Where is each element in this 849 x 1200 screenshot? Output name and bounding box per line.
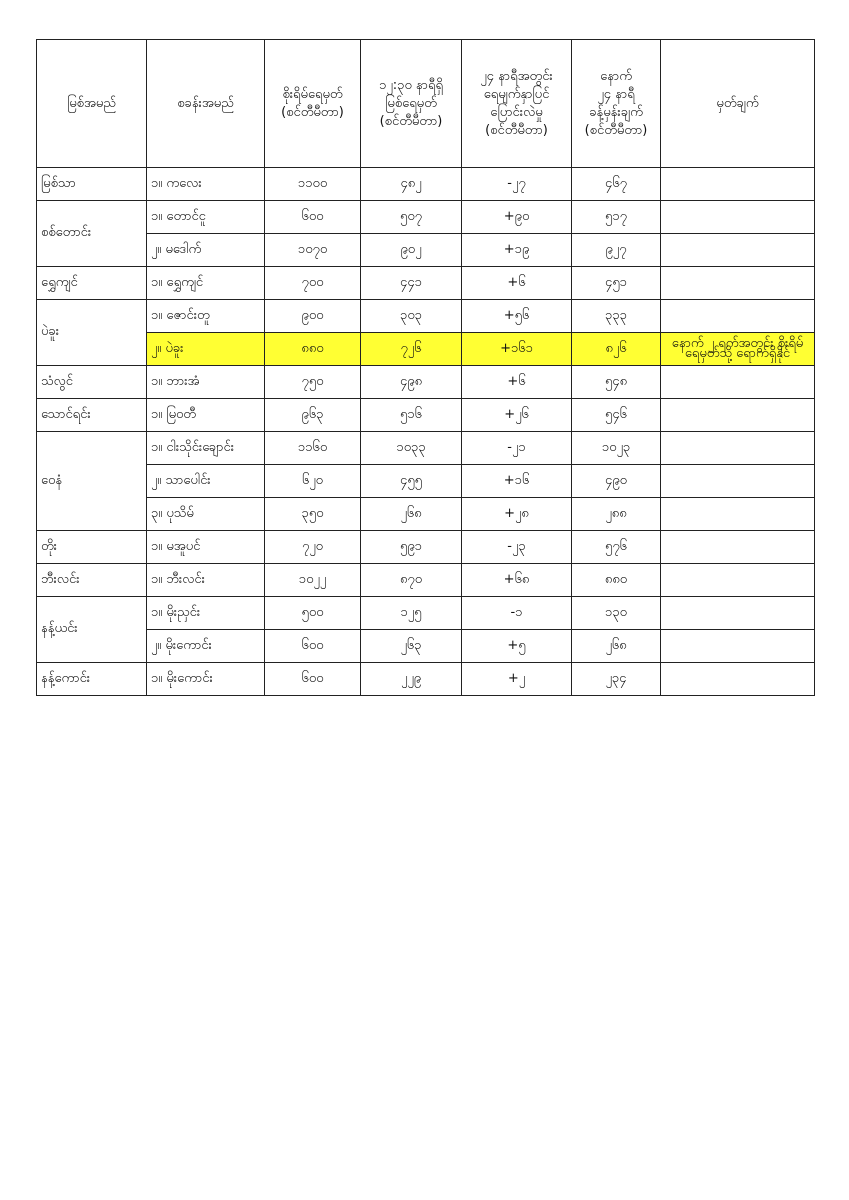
remark-cell (661, 663, 815, 696)
station-name-cell: ၁။ မိုးကောင်း (147, 663, 265, 696)
remark-cell (661, 498, 815, 531)
danger-level-cell: ၁၀၂၂ (265, 564, 361, 597)
change-cell: +၁၆ (462, 465, 572, 498)
danger-level-cell: ၉၆၃ (265, 399, 361, 432)
table-row (37, 564, 815, 597)
current-level-cell: ၃၀၃ (361, 300, 462, 333)
river-name-cell: မြစ်သာ (37, 168, 147, 201)
remark-cell (661, 564, 815, 597)
current-level-cell: ၉၀၂ (361, 234, 462, 267)
change-cell: +၁၉ (462, 234, 572, 267)
danger-level-cell: ၆၀၀ (265, 663, 361, 696)
danger-level-cell: ၆၀၀ (265, 201, 361, 234)
river-name-cell: ဘီးလင်း (37, 564, 147, 597)
remark-cell (661, 300, 815, 333)
table-row (37, 498, 815, 531)
station-name-cell: ၂။ သာပေါင်း (147, 465, 265, 498)
station-name-cell: ၁။ မိုးညှင်း (147, 597, 265, 630)
remark-cell (661, 234, 815, 267)
river-name-cell: နန့်ကောင်း (37, 663, 147, 696)
header-current-level: ၁၂:၃၀ နာရီရှိ မြစ်ရေမှတ် (စင်တီမီတာ) (361, 40, 462, 168)
header-24h-forecast: နောက် ၂၄ နာရီ ခန့်မှန်းချက် (စင်တီမီတာ) (572, 40, 661, 168)
remark-cell (661, 201, 815, 234)
remark-cell (661, 366, 815, 399)
danger-level-cell: ၅၀၀ (265, 597, 361, 630)
danger-level-cell: ၈၈၀ (265, 333, 361, 366)
current-level-cell: ၄၅၅ (361, 465, 462, 498)
forecast-cell: ၅၄၈ (572, 366, 661, 399)
danger-level-cell: ၇၂၀ (265, 531, 361, 564)
station-name-cell: ၁။ ကလေး (147, 168, 265, 201)
remark-cell (661, 168, 815, 201)
current-level-cell: ၅၀၇ (361, 201, 462, 234)
current-level-cell: ၂၂၉ (361, 663, 462, 696)
forecast-cell: ၁၀၂၃ (572, 432, 661, 465)
station-name-cell: ၁။ ဘီးလင်း (147, 564, 265, 597)
table-row (37, 333, 815, 366)
forecast-cell: ၅၁၇ (572, 201, 661, 234)
station-name-cell: ၁။ မြဝတီ (147, 399, 265, 432)
change-cell: +၂၈ (462, 498, 572, 531)
danger-level-cell: ၆၀၀ (265, 630, 361, 663)
table-row (37, 531, 815, 564)
forecast-cell: ၅၄၆ (572, 399, 661, 432)
danger-level-cell: ၇၅၀ (265, 366, 361, 399)
station-name-cell: ၁။ မအူပင် (147, 531, 265, 564)
table-row (37, 234, 815, 267)
change-cell: +၅ (462, 630, 572, 663)
remark-cell (661, 267, 815, 300)
station-name-cell: ၂။ မဒေါက် (147, 234, 265, 267)
change-cell: -၂၃ (462, 531, 572, 564)
current-level-cell: ၄၉၈ (361, 366, 462, 399)
table-row (37, 432, 815, 465)
danger-level-cell: ၁၁၀၀ (265, 168, 361, 201)
remark-cell (661, 597, 815, 630)
remark-cell (661, 432, 815, 465)
station-name-cell: ၁။ ဇောင်းတူ (147, 300, 265, 333)
forecast-cell: ၉၂၇ (572, 234, 661, 267)
header-remark: မှတ်ချက် (661, 40, 815, 168)
station-name-cell: ၁။ ဘားအံ (147, 366, 265, 399)
current-level-cell: ၅၉၁ (361, 531, 462, 564)
forecast-cell: ၅၇၆ (572, 531, 661, 564)
forecast-cell: ၄၉၀ (572, 465, 661, 498)
forecast-cell: ၈၈၀ (572, 564, 661, 597)
current-level-cell: ၄၄၁ (361, 267, 462, 300)
table-row (37, 267, 815, 300)
change-cell: +၉၀ (462, 201, 572, 234)
river-name-cell: သံလွင် (37, 366, 147, 399)
current-level-cell: ၁၀၃၃ (361, 432, 462, 465)
danger-level-cell: ၁၁၆၀ (265, 432, 361, 465)
danger-level-cell: ၃၅၀ (265, 498, 361, 531)
danger-level-cell: ၁၀၇၀ (265, 234, 361, 267)
remark-cell (661, 399, 815, 432)
table-row (37, 168, 815, 201)
table-row (37, 300, 815, 333)
forecast-cell: ၂၃၄ (572, 663, 661, 696)
change-cell: -၂၁ (462, 432, 572, 465)
current-level-cell: ၅၁၆ (361, 399, 462, 432)
table-row (37, 366, 815, 399)
table-row (37, 630, 815, 663)
river-name-cell: ဝေနံ (37, 432, 147, 531)
header-row (37, 40, 815, 168)
river-name-cell: တိုး (37, 531, 147, 564)
danger-level-cell: ၉၀၀ (265, 300, 361, 333)
change-cell: +၆၈ (462, 564, 572, 597)
forecast-cell: ၃၃၃ (572, 300, 661, 333)
current-level-cell: ၂၆၃ (361, 630, 462, 663)
station-name-cell: ၁။ တောင်ငူ (147, 201, 265, 234)
forecast-cell: ၈၂၆ (572, 333, 661, 366)
station-name-cell: ၁။ ငါးသိုင်းချောင်း (147, 432, 265, 465)
danger-level-cell: ၆၂၀ (265, 465, 361, 498)
table-row (37, 465, 815, 498)
change-cell: +၂၆ (462, 399, 572, 432)
river-water-level-table (36, 39, 815, 696)
table-row (37, 201, 815, 234)
change-cell: -၁ (462, 597, 572, 630)
change-cell: +၆ (462, 267, 572, 300)
forecast-cell: ၄၅၁ (572, 267, 661, 300)
remark-cell (661, 531, 815, 564)
river-name-cell: သောင်ရင်း (37, 399, 147, 432)
change-cell: +၁၆၁ (462, 333, 572, 366)
current-level-cell: ၁၂၅ (361, 597, 462, 630)
forecast-cell: ၂၆၈ (572, 630, 661, 663)
remark-cell (661, 630, 815, 663)
forecast-cell: ၄၆၇ (572, 168, 661, 201)
forecast-cell: ၁၃၀ (572, 597, 661, 630)
station-name-cell: ၃။ ပုသိမ် (147, 498, 265, 531)
change-cell: -၂၇ (462, 168, 572, 201)
current-level-cell: ၈၇၀ (361, 564, 462, 597)
river-name-cell: ရွှေကျင် (37, 267, 147, 300)
table-row (37, 663, 815, 696)
table-body (37, 168, 815, 696)
change-cell: +၅၆ (462, 300, 572, 333)
header-river-name: မြစ်အမည် (37, 40, 147, 168)
danger-level-cell: ၇၀၀ (265, 267, 361, 300)
current-level-cell: ၂၆၈ (361, 498, 462, 531)
station-name-cell: ၁။ ရွှေကျင် (147, 267, 265, 300)
station-name-cell: ၂။ ပဲခူး (147, 333, 265, 366)
station-name-cell: ၂။ မိုးကောင်း (147, 630, 265, 663)
forecast-cell: ၂၈၈ (572, 498, 661, 531)
table-row (37, 399, 815, 432)
remark-cell (661, 465, 815, 498)
current-level-cell: ၄၈၂ (361, 168, 462, 201)
change-cell: +၆ (462, 366, 572, 399)
river-name-cell: စစ်တောင်း (37, 201, 147, 267)
river-name-cell: နန့်ယင်း (37, 597, 147, 663)
remark-cell: နောက် ၂ ရက်အတွင်း စိုးရိမ်ရေမှတ်သို့ ရောက်ရှိနိုင် (661, 333, 815, 366)
river-name-cell: ပဲခူး (37, 300, 147, 366)
header-24h-change: ၂၄ နာရီအတွင်း ရေမျက်နှာပြင် ပြောင်းလဲမှု (စင်တီမီတာ) (462, 40, 572, 168)
current-level-cell: ၇၂၆ (361, 333, 462, 366)
change-cell: +၂ (462, 663, 572, 696)
table-row (37, 597, 815, 630)
header-danger-level: စိုးရိမ်ရေမှတ် (စင်တီမီတာ) (265, 40, 361, 168)
header-station-name: စခန်းအမည် (147, 40, 265, 168)
